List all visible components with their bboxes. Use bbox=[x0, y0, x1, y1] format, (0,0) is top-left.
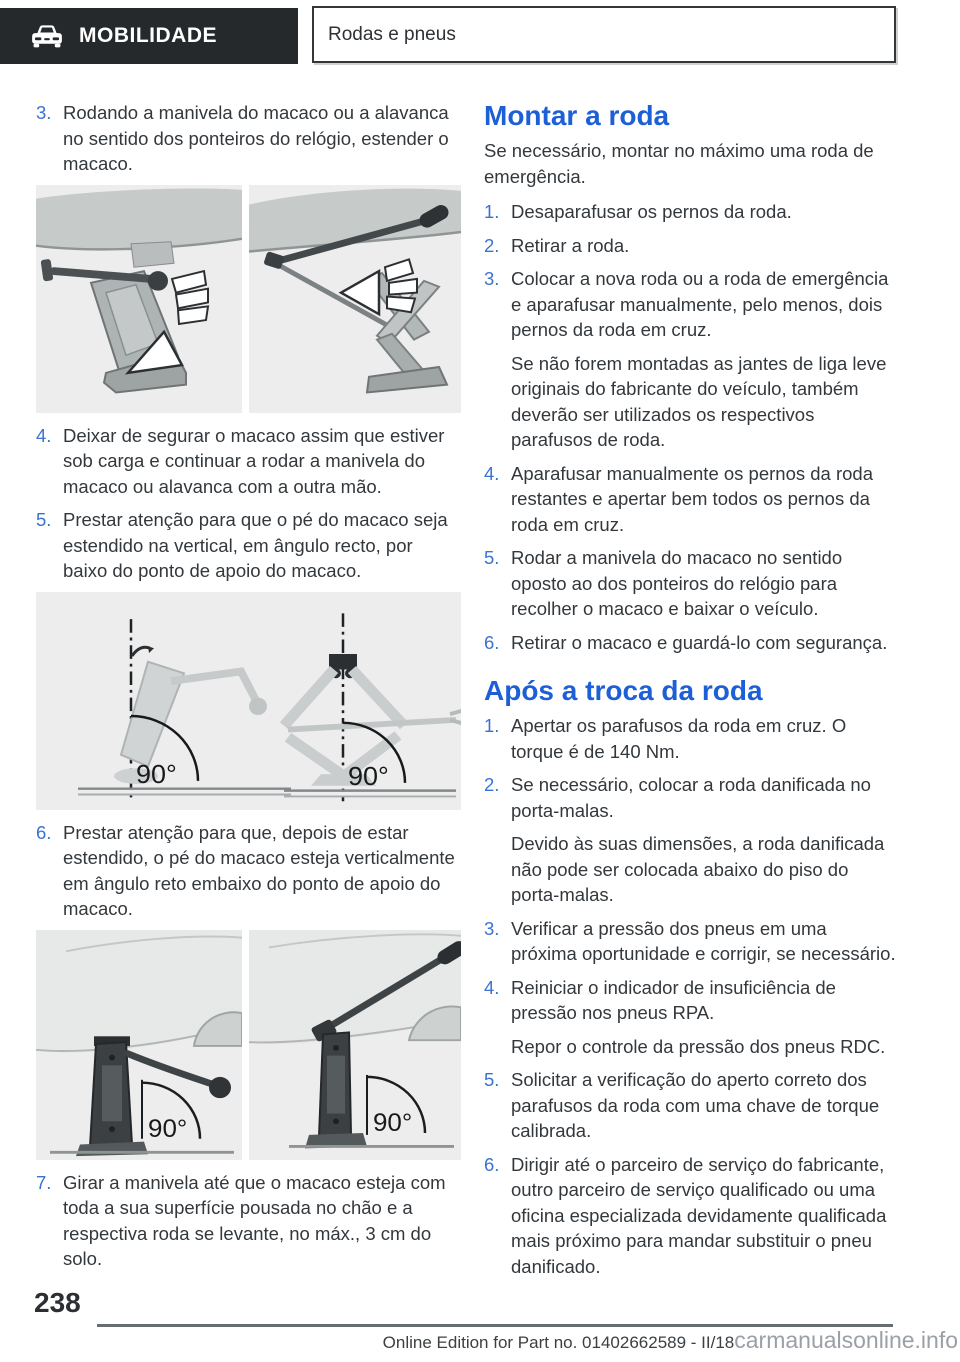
step-number: 3. bbox=[484, 268, 500, 289]
step-extra-paragraph: Se não forem montadas as jantes de liga leve originais do fabricante do veículo, também deverão ser utilizados os respectivos parafusos de roda. bbox=[511, 352, 887, 450]
heading-apos-a-troca-da-roda: Após a troca da roda bbox=[484, 675, 763, 706]
step-text bbox=[511, 630, 896, 656]
angle-label: 90° bbox=[148, 1114, 188, 1143]
section-title: Rodas e pneus bbox=[328, 23, 456, 45]
step-item-7 bbox=[36, 1170, 461, 1272]
chapter-label: MOBILIDADE bbox=[79, 24, 217, 48]
step-paragraph: Solicitar a verificação do aperto correto dos parafusos da roda com uma chave de torque calibrada. bbox=[511, 1069, 880, 1141]
step-extra-paragraph: Repor o controle da pressão dos pneus RDC. bbox=[511, 1035, 886, 1057]
chapter-tab bbox=[0, 8, 298, 64]
angle-label: 90° bbox=[373, 1108, 413, 1137]
heading-montar-a-roda: Montar a roda bbox=[484, 100, 670, 131]
step-paragraph: Colocar a nova roda ou a roda de emergência e aparafusar manualmente, pelo menos, dois pernos da roda em cruz. bbox=[511, 268, 889, 340]
step-number: 5. bbox=[484, 547, 500, 568]
edition-text: Online Edition for Part no. 01402662589 - II/18 bbox=[382, 1333, 735, 1352]
step-text bbox=[511, 545, 896, 622]
jack-under-car-right-illustration bbox=[249, 930, 461, 1160]
apos-step-2 bbox=[484, 772, 896, 908]
step-paragraph: Prestar atenção para que o pé do macaco seja estendido na vertical, em ângulo recto, por baixo do ponto de apoio do macaco. bbox=[63, 509, 448, 581]
montar-step-5 bbox=[484, 545, 896, 622]
step-item-3 bbox=[36, 100, 461, 177]
step-text bbox=[511, 975, 896, 1060]
step-paragraph: Desaparafusar os pernos da roda. bbox=[511, 201, 792, 222]
step-number: 2. bbox=[484, 774, 500, 795]
step-item-5 bbox=[36, 507, 461, 584]
step-number: 2. bbox=[484, 234, 500, 256]
montar-step-2 bbox=[484, 233, 896, 259]
jack-under-car-left-illustration bbox=[36, 930, 242, 1160]
car-icon bbox=[30, 23, 64, 49]
step-paragraph: Verificar a pressão dos pneus em uma próxima oportunidade e corrigir, se necessário. bbox=[511, 917, 896, 964]
step-text bbox=[511, 1152, 896, 1280]
section-title-box bbox=[312, 6, 896, 63]
left-column bbox=[36, 100, 461, 1287]
step-number: 4. bbox=[36, 424, 52, 446]
apos-step-5 bbox=[484, 1067, 896, 1144]
step-text bbox=[511, 266, 896, 453]
step-number: 1. bbox=[484, 201, 500, 222]
montar-step-4 bbox=[484, 461, 896, 538]
step-number: 5. bbox=[36, 509, 52, 530]
step-paragraph: Rodando a manivela do macaco ou a alavanca no sentido dos ponteiros do relógio, estender o macaco. bbox=[63, 102, 449, 174]
step-text bbox=[511, 916, 896, 967]
step-paragraph: Se necessário, colocar a roda danificada no porta-malas. bbox=[511, 774, 871, 821]
jack-crank-left-illustration bbox=[36, 185, 242, 413]
step-paragraph: Reiniciar o indicador de insuficiência de pressão nos pneus RPA. bbox=[511, 976, 836, 1023]
step-number: 6. bbox=[484, 631, 500, 653]
step-paragraph: Retirar a roda. bbox=[511, 234, 630, 256]
step-text bbox=[63, 820, 461, 922]
jack-angle-schematic-illustration bbox=[36, 592, 461, 810]
apos-step-4 bbox=[484, 975, 896, 1060]
montar-intro: Se necessário, montar no máximo uma roda de emergência. bbox=[484, 140, 874, 187]
step-number: 1. bbox=[484, 715, 500, 736]
step-text bbox=[511, 461, 896, 538]
watermark-text: carmanualsonline.info bbox=[734, 1327, 958, 1353]
angle-label: 90° bbox=[136, 758, 177, 789]
step-text bbox=[511, 199, 896, 225]
jack-crank-right-illustration bbox=[249, 185, 461, 413]
step-text bbox=[511, 233, 896, 259]
step-paragraph: Prestar atenção para que, depois de estar estendido, o pé do macaco esteja verticalmente em ângulo reto embaixo do ponto de apoio do macaco. bbox=[63, 821, 455, 919]
step-number: 5. bbox=[484, 1069, 500, 1090]
step-item-6 bbox=[36, 820, 461, 922]
step-paragraph: Apertar os parafusos da roda em cruz. O torque é de 140 Nm. bbox=[511, 715, 847, 762]
step-paragraph: Girar a manivela até que o macaco esteja com toda a sua superfície pousada no chão e a respectiva roda se levante, no máx., 3 cm do solo. bbox=[63, 1171, 446, 1269]
step-paragraph: Dirigir até o parceiro de serviço do fabricante, outro parceiro de serviço qualificado ou uma oficina especializada devidamente qualificada mais próximo para mandar substituir o pneu danificado. bbox=[511, 1153, 887, 1277]
step-paragraph: Aparafusar manualmente os pernos da roda restantes e apertar bem todos os pernos da roda em cruz. bbox=[511, 462, 873, 535]
step-text bbox=[511, 713, 896, 764]
step-number: 6. bbox=[36, 821, 52, 843]
page-number: 238 bbox=[34, 1287, 81, 1318]
step-text bbox=[63, 1170, 461, 1272]
step-paragraph: Deixar de segurar o macaco assim que estiver sob carga e continuar a rodar a manivela do macaco ou alavanca com a outra mão. bbox=[63, 424, 445, 497]
step-extra-paragraph: Devido às suas dimensões, a roda danificada não pode ser colocada abaixo do piso do porta-malas. bbox=[511, 833, 885, 905]
step-number: 4. bbox=[484, 462, 500, 484]
figure-jack-angle-schematic bbox=[36, 592, 461, 810]
figure-jack-under-car bbox=[36, 930, 461, 1160]
apos-step-6 bbox=[484, 1152, 896, 1280]
step-text bbox=[63, 507, 461, 584]
step-paragraph: Retirar o macaco e guardá-lo com segurança. bbox=[511, 631, 888, 653]
step-text bbox=[511, 772, 896, 908]
footer-bottom bbox=[0, 1328, 958, 1356]
apos-step-1 bbox=[484, 713, 896, 764]
step-text bbox=[63, 423, 461, 500]
step-text bbox=[63, 100, 461, 177]
angle-label: 90° bbox=[348, 760, 389, 791]
page-content bbox=[36, 100, 896, 1287]
figure-jack-crank bbox=[36, 185, 461, 413]
montar-step-1 bbox=[484, 199, 896, 225]
montar-step-6 bbox=[484, 630, 896, 656]
step-number: 3. bbox=[484, 917, 500, 939]
step-number: 6. bbox=[484, 1153, 500, 1175]
montar-step-3 bbox=[484, 266, 896, 453]
right-column bbox=[484, 100, 896, 1287]
step-number: 3. bbox=[36, 102, 52, 123]
step-paragraph: Rodar a manivela do macaco no sentido oposto ao dos ponteiros do relógio para recolher o macaco e baixar o veículo. bbox=[511, 547, 843, 619]
step-number: 7. bbox=[36, 1171, 52, 1193]
step-text bbox=[511, 1067, 896, 1144]
step-number: 4. bbox=[484, 976, 500, 998]
apos-step-3 bbox=[484, 916, 896, 967]
step-item-4 bbox=[36, 423, 461, 500]
